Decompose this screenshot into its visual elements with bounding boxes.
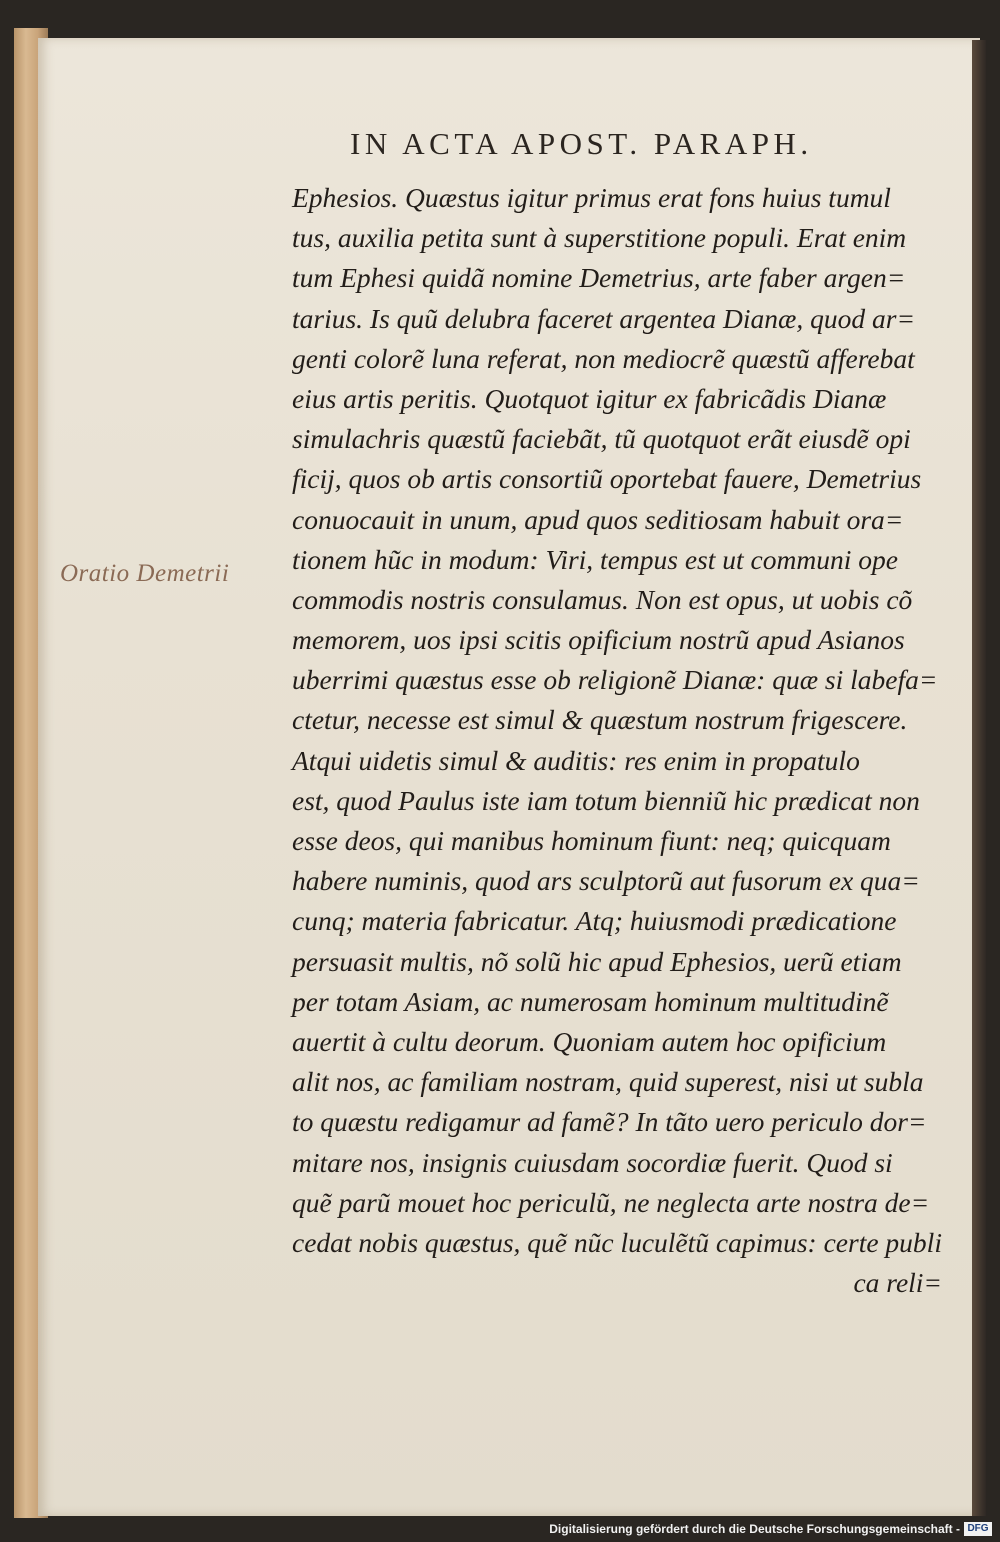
text-line: mitare nos, insignis cuiusdam socordiæ fuerit. Quod si [292,1146,893,1178]
text-line: alit nos, ac familiam nostram, quid superest, nisi ut subla [292,1066,924,1098]
text-line: Atqui uidetis simul & auditis: res enim in propatulo [292,744,860,776]
text-line: genti colorẽ luna referat, non mediocrẽ quæstũ afferebat [292,342,915,374]
page-right-shadow [972,40,986,1516]
text-line: quẽ parũ mouet hoc periculũ, ne neglecta arte nostra de= [292,1186,930,1218]
text-line: uberrimi quæstus esse ob religionẽ Dianæ: quæ si labefa= [292,664,938,696]
text-line: simulachris quæstũ faciebãt, tũ quotquot erãt eiusdẽ opi [292,423,911,455]
body-text [292,178,942,1303]
text-line: to quæstu redigamur ad famẽ? In tãto uero periculo dor= [292,1106,927,1138]
text-line: conuocauit in unum, apud quos seditiosam habuit ora= [292,503,904,535]
text-line: esse deos, qui manibus hominum fiunt: neq; quicquam [292,825,891,856]
text-line: eius artis peritis. Quotquot igitur ex fabricãdis Dianæ [292,382,887,414]
text-line: cunq; materia fabricatur. Atq; huiusmodi prædicatione [292,905,897,937]
margin-note: Oratio Demetrii [60,560,230,587]
text-line: habere numinis, quod ars sculptorũ aut fusorum ex qua= [292,865,920,897]
text-line: tionem hũc in modum: Viri, tempus est ut communi ope [292,543,898,575]
catchword: ca reli= [853,1267,942,1299]
text-line: persuasit multis, nõ solũ hic apud Ephesios, uerũ etiam [292,945,902,977]
text-line: ctetur, necesse est simul & quæstum nostrum frigescere. [292,704,908,736]
text-line: tus, auxilia petita sunt à superstitione populi. Erat enim [292,222,907,254]
text-line: commodis nostris consulamus. Non est opus, ut uobis cõ [292,583,913,615]
dfg-logo: DFG [964,1522,992,1536]
text-line: ficij, quos ob artis consortiũ oportebat fauere, Demetrius [292,463,922,495]
text-line: auertit à cultu deorum. Quoniam autem hoc opificium [292,1025,887,1057]
running-head: IN ACTA APOST. PARAPH. [350,126,813,161]
text-line: cedat nobis quæstus, quẽ nũc luculẽtũ capimus: certe publi [292,1226,942,1258]
text-line: tum Ephesi quidã nomine Demetrius, arte faber argen= [292,262,906,294]
text-line: memorem, uos ipsi scitis opificium nostrũ apud Asianos [292,624,905,656]
text-line: est, quod Paulus iste iam totum bienniũ hic prædicat non [292,784,920,816]
text-line: Ephesios. Quæstus igitur primus erat fons huius tumul [292,182,891,213]
digitization-credit: Digitalisierung gefördert durch die Deutsche Forschungsgemeinschaft - [549,1522,960,1536]
text-line: tarius. Is quũ delubra faceret argentea Dianæ, quod ar= [292,302,916,334]
text-line: per totam Asiam, ac numerosam hominum multitudinẽ [292,985,889,1017]
